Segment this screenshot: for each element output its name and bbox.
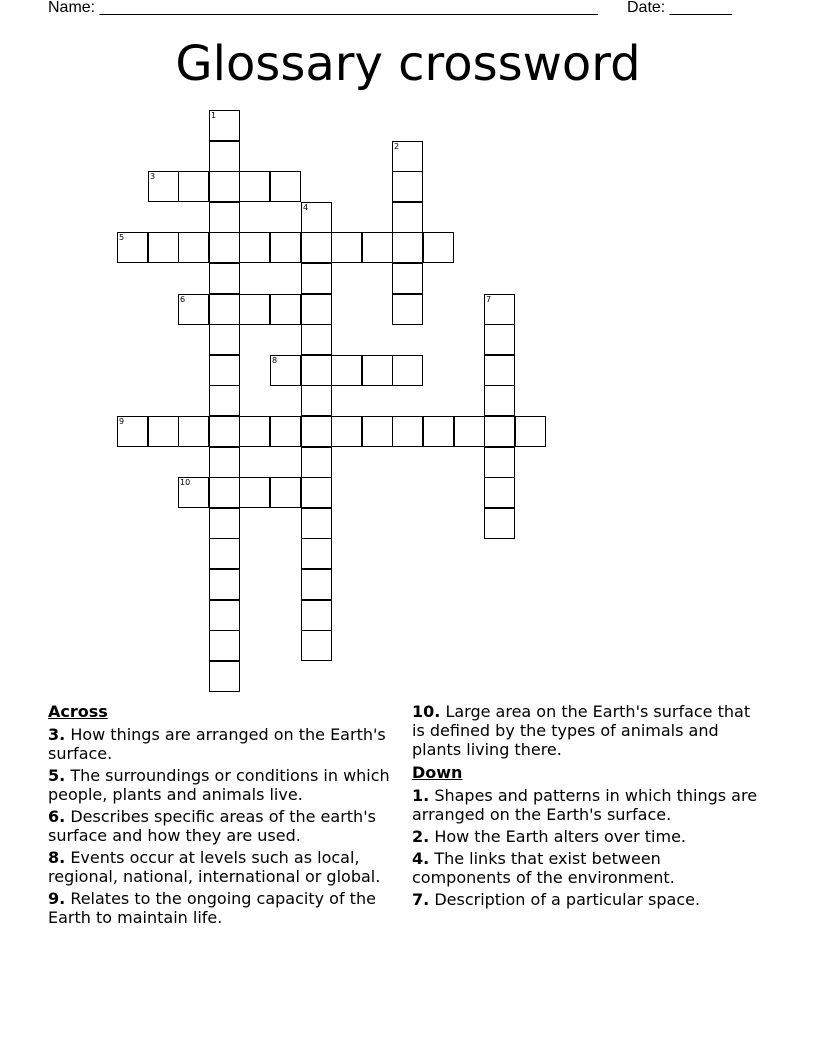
grid-cell[interactable] xyxy=(209,477,240,508)
down-heading: Down xyxy=(412,763,463,782)
grid-cell[interactable] xyxy=(209,294,240,325)
grid-cell[interactable] xyxy=(209,447,240,478)
grid-cell[interactable] xyxy=(301,263,332,294)
grid-cell[interactable] xyxy=(423,416,454,447)
grid-cell[interactable] xyxy=(270,355,301,386)
grid-cell[interactable] xyxy=(209,630,240,661)
grid-cell[interactable] xyxy=(331,232,362,263)
grid-cell[interactable] xyxy=(270,477,301,508)
clue-number: 6 xyxy=(180,295,186,304)
grid-cell[interactable] xyxy=(515,416,546,447)
clue-number: 8 xyxy=(272,356,278,365)
grid-cell[interactable] xyxy=(331,355,362,386)
clue-number: 1 xyxy=(211,111,217,120)
grid-cell[interactable] xyxy=(209,416,240,447)
grid-cell[interactable] xyxy=(117,232,148,263)
grid-cell[interactable] xyxy=(362,232,393,263)
grid-cell[interactable] xyxy=(117,416,148,447)
grid-cell[interactable] xyxy=(178,294,209,325)
name-field[interactable]: Name: ________________________________________________________ xyxy=(48,0,598,16)
grid-cell[interactable] xyxy=(209,202,240,233)
grid-cell[interactable] xyxy=(239,171,270,202)
clue-across-8: 8. Events occur at levels such as local, regional, national, international or global. xyxy=(48,848,381,886)
grid-cell[interactable] xyxy=(239,294,270,325)
clue-number: 9 xyxy=(119,417,125,426)
grid-cell[interactable] xyxy=(301,324,332,355)
grid-cell[interactable] xyxy=(392,294,423,325)
grid-cell[interactable] xyxy=(484,416,515,447)
page-title: Glossary crossword xyxy=(175,36,641,92)
grid-cell[interactable] xyxy=(484,447,515,478)
clue-number: 3 xyxy=(150,172,156,181)
clue-number: 7 xyxy=(486,295,492,304)
grid-cell[interactable] xyxy=(301,294,332,325)
grid-cell[interactable] xyxy=(209,538,240,569)
grid-cell[interactable] xyxy=(178,416,209,447)
grid-cell[interactable] xyxy=(209,110,240,141)
grid-cell[interactable] xyxy=(392,263,423,294)
grid-cell[interactable] xyxy=(301,355,332,386)
clue-number: 5 xyxy=(119,233,125,242)
grid-cell[interactable] xyxy=(148,416,179,447)
clue-across-9: 9. Relates to the ongoing capacity of the Earth to maintain life. xyxy=(48,889,376,927)
grid-cell[interactable] xyxy=(209,385,240,416)
grid-cell[interactable] xyxy=(270,232,301,263)
grid-cell[interactable] xyxy=(239,477,270,508)
grid-cell[interactable] xyxy=(392,141,423,172)
grid-cell[interactable] xyxy=(301,477,332,508)
grid-cell[interactable] xyxy=(301,508,332,539)
grid-cell[interactable] xyxy=(301,447,332,478)
clue-across-6: 6. Describes specific areas of the earth's surface and how they are used. xyxy=(48,807,376,845)
grid-cell[interactable] xyxy=(301,538,332,569)
grid-cell[interactable] xyxy=(209,661,240,692)
grid-cell[interactable] xyxy=(148,171,179,202)
clue-down-7: 7. Description of a particular space. xyxy=(412,890,701,909)
grid-cell[interactable] xyxy=(270,294,301,325)
clue-down-2: 2. How the Earth alters over time. xyxy=(412,827,687,846)
clue-down-1: 1. Shapes and patterns in which things are arranged on the Earth's surface. xyxy=(412,786,758,824)
grid-cell[interactable] xyxy=(392,171,423,202)
grid-cell[interactable] xyxy=(178,477,209,508)
grid-cell[interactable] xyxy=(209,355,240,386)
grid-cell[interactable] xyxy=(301,416,332,447)
clue-down-4: 4. The links that exist between components of the environment. xyxy=(412,849,675,887)
grid-cell[interactable] xyxy=(484,508,515,539)
grid-cell[interactable] xyxy=(484,477,515,508)
grid-cell[interactable] xyxy=(484,385,515,416)
clue-across-10: 10. Large area on the Earth's surface that is defined by the types of animals and plants living there. xyxy=(412,702,751,759)
grid-cell[interactable] xyxy=(362,416,393,447)
grid-cell[interactable] xyxy=(209,569,240,600)
grid-cell[interactable] xyxy=(270,416,301,447)
clue-across-5: 5. The surroundings or conditions in which people, plants and animals live. xyxy=(48,766,390,804)
grid-cell[interactable] xyxy=(209,600,240,631)
clues-left-column xyxy=(48,702,398,930)
grid-cell[interactable] xyxy=(301,232,332,263)
grid-cell[interactable] xyxy=(301,569,332,600)
grid-cell[interactable] xyxy=(239,232,270,263)
grid-cell[interactable] xyxy=(209,171,240,202)
grid-cell[interactable] xyxy=(209,508,240,539)
grid-cell[interactable] xyxy=(392,232,423,263)
grid-cell[interactable] xyxy=(301,630,332,661)
grid-cell[interactable] xyxy=(484,324,515,355)
grid-cell[interactable] xyxy=(148,232,179,263)
grid-cell[interactable] xyxy=(362,355,393,386)
clue-across-3: 3. How things are arranged on the Earth's surface. xyxy=(48,725,386,763)
date-field[interactable]: Date: _______ xyxy=(627,0,732,16)
grid-cell[interactable] xyxy=(209,232,240,263)
across-heading: Across xyxy=(48,702,108,721)
grid-cell[interactable] xyxy=(301,202,332,233)
grid-cell[interactable] xyxy=(331,416,362,447)
grid-cell[interactable] xyxy=(209,141,240,172)
grid-cell[interactable] xyxy=(178,171,209,202)
clue-number: 10 xyxy=(180,478,191,487)
clue-number: 2 xyxy=(394,142,400,151)
grid-cell[interactable] xyxy=(301,600,332,631)
grid-cell[interactable] xyxy=(301,385,332,416)
clues-right-column xyxy=(412,702,762,912)
grid-cell[interactable] xyxy=(239,416,270,447)
grid-cell[interactable] xyxy=(423,232,454,263)
grid-cell[interactable] xyxy=(392,355,423,386)
grid-cell[interactable] xyxy=(209,324,240,355)
grid-cell[interactable] xyxy=(454,416,485,447)
grid-cell[interactable] xyxy=(392,202,423,233)
grid-cell[interactable] xyxy=(484,355,515,386)
grid-cell[interactable] xyxy=(209,263,240,294)
clue-number: 4 xyxy=(303,203,309,212)
grid-cell[interactable] xyxy=(270,171,301,202)
grid-cell[interactable] xyxy=(178,232,209,263)
grid-cell[interactable] xyxy=(484,294,515,325)
grid-cell[interactable] xyxy=(392,416,423,447)
